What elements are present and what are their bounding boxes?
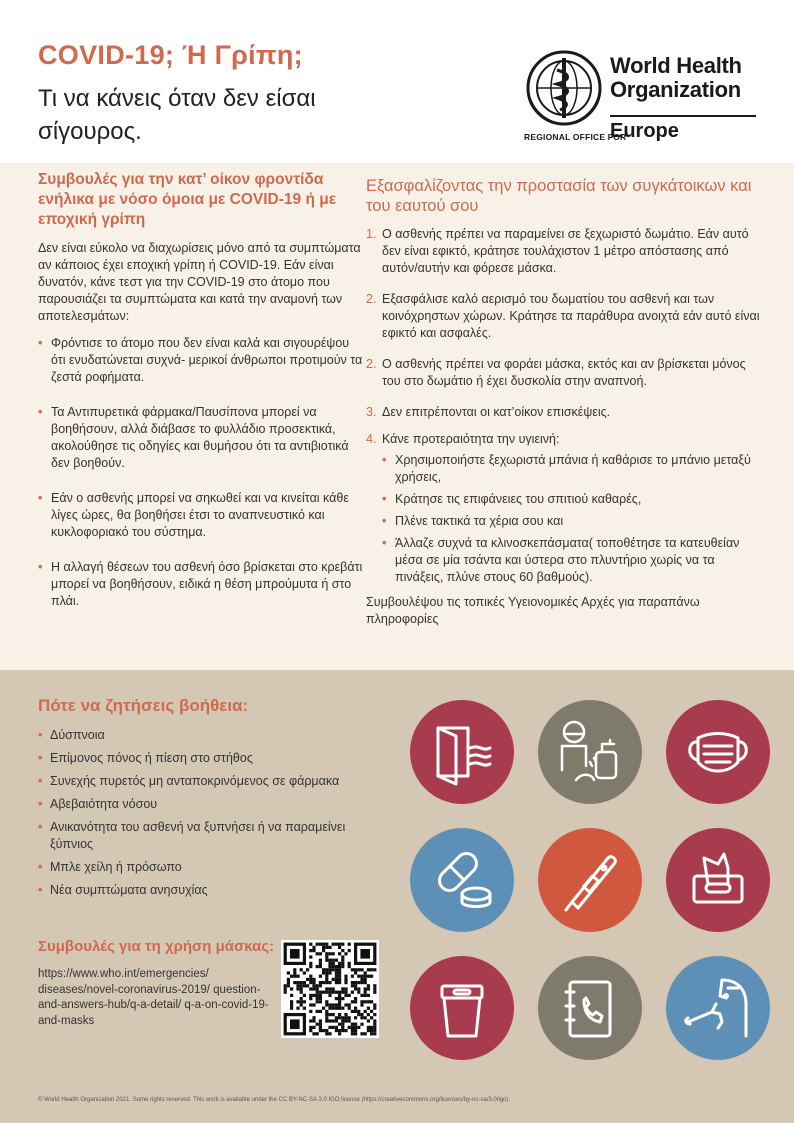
item-text: Δεν επιτρέπονται οι κατ’οίκον επισκέψεις.: [382, 405, 611, 419]
home-care-heading: Συμβουλές για την κατ’ οίκον φροντίδα ενήλικα με νόσο όμοια με COVID-19 ή με εποχική γρίπη: [38, 171, 337, 228]
list-item: • Δύσπνοια: [38, 727, 358, 744]
item-number: 2.: [366, 292, 377, 306]
help-list: [38, 727, 358, 899]
home-care-list: [38, 335, 366, 610]
face-mask-icon: [666, 700, 770, 804]
phone-book-icon: [538, 956, 642, 1060]
item-text: Εξασφάλισε καλό αερισμό του δωματίου του ασθενή και των κοινόχρηστων χώρων. Κράτησε τα παράθυρα ανοιχτά εάν αυτό είναι εφικτό και ασφαλές.: [382, 292, 760, 340]
consult-note: Συμβουλέψου τις τοπικές Υγειονομικές Αρχές για παραπάνω πληροφορίες: [366, 595, 700, 626]
icon-grid: [410, 700, 770, 1080]
list-item: • Τα Αντιπυρετικά φάρμακα/Παυσίπονα μπορεί να βοηθήσουν, αλλά διάβασε το φυλλάδιο προσεκτικά, ακολούθησε τις οδηγίες και θυμήσου ότι τα αντιβιοτικά δεν βοηθούν.: [38, 404, 366, 472]
list-item: [366, 356, 766, 390]
item-number: 2.: [366, 357, 377, 371]
trash-bin-icon: [410, 956, 514, 1060]
protection-list: [366, 226, 766, 586]
help-heading: Πότε να ζητήσεις βοήθεια:: [38, 696, 249, 715]
medicine-pill-icon: [410, 828, 514, 932]
who-logo: [524, 48, 764, 148]
qr-code[interactable]: [281, 940, 379, 1038]
list-item: [366, 404, 766, 421]
list-item: • Επίμονος πόνος ή πίεση στο στήθος: [38, 750, 358, 767]
item-text: Κάνε προτεραιότητα την υγιεινή:: [382, 432, 560, 446]
list-item: • Φρόντισε το άτομο που δεν είναι καλά και σιγουρέψου ότι ενυδατώνεται συχνά- μερικοί άνθρωποι προτιμούν τα ζεστά ροφήματα.: [38, 335, 366, 386]
list-item: • Άλλαζε συχνά τα κλινοσκεπάσματα( τοποθέτησε τα κατευθείαν μέσα σε μία τσάντα και ύστερα στο πλυντήριο χωρίς να τα πινάξεις, πλύνε στους 60 βαθμούς).: [382, 535, 766, 586]
list-item: • Αβεβαιότητα νόσου: [38, 796, 358, 813]
mask-tips-block: [38, 937, 278, 1029]
list-item: [366, 226, 766, 277]
home-care-column: [38, 170, 366, 628]
nasal-swab-test-icon: [666, 956, 770, 1060]
list-item: • Συνεχής πυρετός μη ανταποκρινόμενος σε φάρμακα: [38, 773, 358, 790]
home-care-intro: Δεν είναι εύκολο να διαχωρίσεις μόνο από τα συμπτώματα αν κάποιος έχει εποχική γρίπη ή COVID-19. Εάν είναι δυνατόν, κάνε τεστ για την COVID-19 στο άτομο που παρουσιάζει τα συμπτώματα και κατά την αναμονή των αποτελεσμάτων:: [38, 241, 361, 323]
item-text: Ο ασθενής πρέπει να παραμείνει σε ξεχωριστό δωμάτιο. Εάν αυτό δεν είναι εφικτό, κράτησε τουλάχιστον 1 μέτρο απόστασης από αυτόν/αυτήν και φόρεσε μάσκα.: [382, 227, 749, 275]
list-item: • Χρησιμοποιήστε ξεχωριστά μπάνια ή καθάρισε το μπάνιο μεταξύ χρήσεις,: [382, 452, 766, 486]
list-item: • Εάν ο ασθενής μπορεί να σηκωθεί και να κινείται κάθε λίγες ώρες, θα βοηθήσει έτσι το αναπνευστικό και κυκλοφοριακό του σύστημα.: [38, 490, 366, 541]
org-name-line2: Organization: [610, 77, 741, 102]
item-number: 4.: [366, 432, 377, 446]
hand-sanitizer-icon: [538, 700, 642, 804]
qr-code-icon: [281, 940, 379, 1038]
list-item: • Ανικανότητα του ασθενή να ξυπνήσει ή να παραμείνει ξύπνιος: [38, 819, 358, 853]
page-title: COVID-19; Ή Γρίπη;: [38, 40, 303, 70]
protection-heading: Εξασφαλίζοντας την προστασία των συγκάτοικων και του εαυτού σου: [366, 177, 752, 215]
list-item: • Μπλε χείλη ή πρόσωπο: [38, 859, 358, 876]
list-item: • Η αλλαγή θέσεων του ασθενή όσο βρίσκεται στο κρεβάτι μπορεί να βοηθήσουν, ειδικά η θέση μπρούμυτα ή στο πλάι.: [38, 559, 366, 610]
open-window-icon: [410, 700, 514, 804]
help-block: [38, 695, 358, 905]
list-item: • Πλένε τακτικά τα χέρια σου και: [382, 513, 766, 530]
item-text: Ο ασθενής πρέπει να φοράει μάσκα, εκτός και αν βρίσκεται μόνος του στο δωμάτιο ή έχει δυσκολία στην αναπνοή.: [382, 357, 746, 388]
who-emblem-icon: [524, 48, 604, 128]
item-number: 3.: [366, 405, 377, 419]
logo-divider: [610, 115, 756, 117]
mask-tips-link[interactable]: https://www.who.int/emergencies/ diseases/novel-coronavirus-2019/ question-and-answers-hub/q-a-detail/ q-a-on-covid-19-and-masks: [38, 968, 269, 1027]
tissue-box-icon: [666, 828, 770, 932]
protection-column: [366, 176, 766, 628]
item-number: 1.: [366, 227, 377, 241]
copyright-footer: © World Health Organization 2021. Some rights reserved. This work is available under the CC BY-NC-SA 3.0 IGO license (https://creativecommons.org/licenses/by-nc-sa/3.0/igo).: [38, 1097, 511, 1103]
org-name-line1: World Health: [610, 53, 742, 78]
mask-tips-heading: Συμβουλές για τη χρήση μάσκας:: [38, 938, 275, 955]
org-name: [610, 54, 742, 102]
region-label: Europe: [610, 120, 679, 142]
list-item: • Νέα συμπτώματα ανησυχίας: [38, 882, 358, 899]
list-item: [366, 431, 766, 586]
header: [0, 0, 794, 163]
list-item: [366, 291, 766, 342]
hygiene-list: [382, 452, 766, 586]
thermometer-icon: [538, 828, 642, 932]
page-subtitle: Τι να κάνεις όταν δεν είσαι σίγουρος.: [38, 85, 316, 145]
list-item: • Κράτησε τις επιφάνειες του σπιτιού καθαρές,: [382, 491, 766, 508]
regional-office-label: REGIONAL OFFICE FOR: [524, 132, 627, 142]
